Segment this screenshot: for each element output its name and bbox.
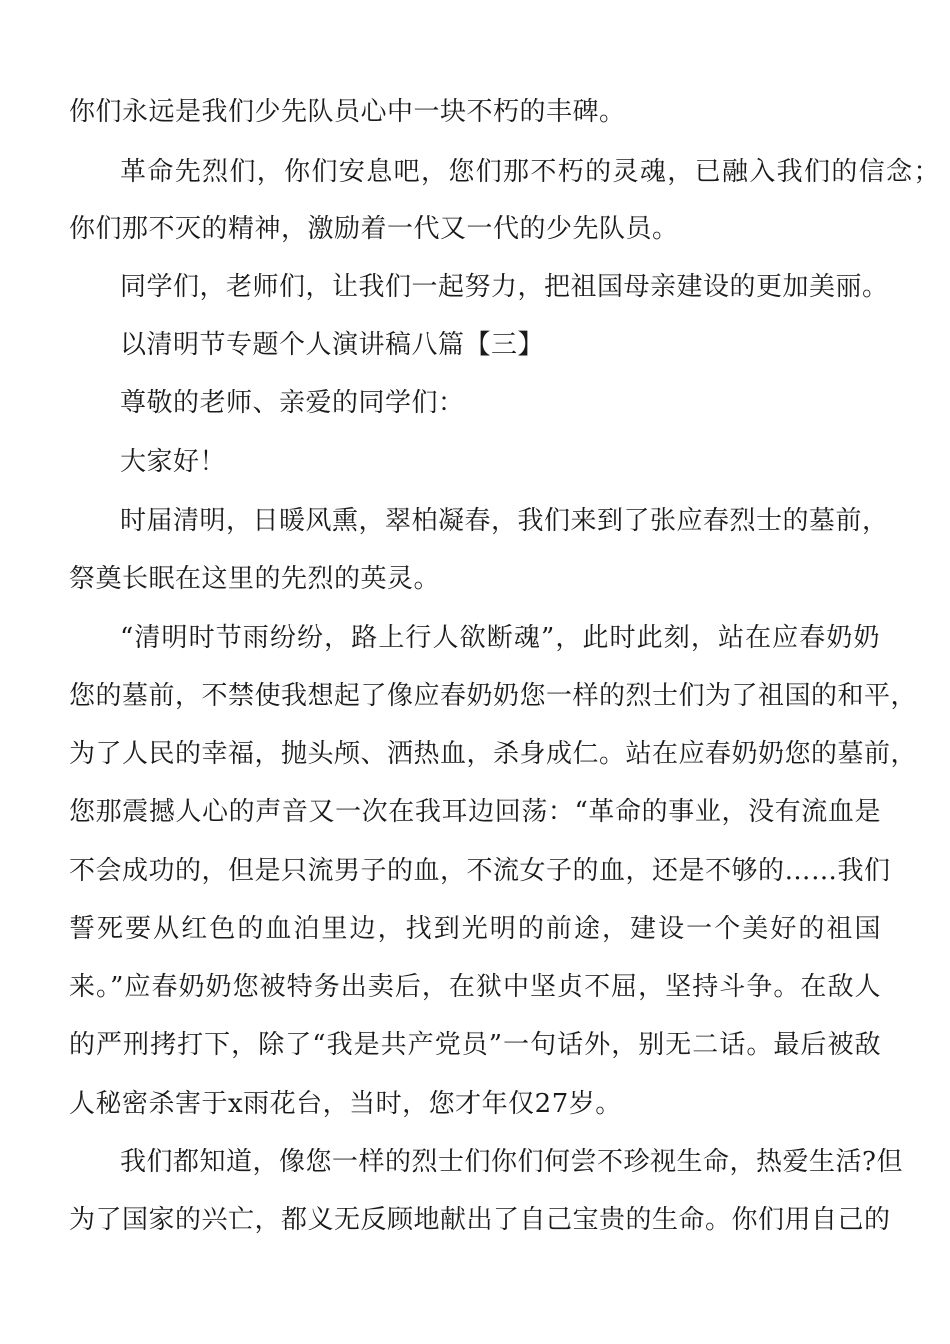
text-line: 祭奠长眠在这里的先烈的英灵。 bbox=[69, 564, 441, 594]
text-line: 的严刑拷打下，除了“我是共产党员”一句话外，别无二话。最后被敌 bbox=[69, 1030, 881, 1060]
text-line: “清明时节雨纷纷，路上行人欲断魂”，此时此刻，站在应春奶奶 bbox=[120, 623, 880, 653]
section-heading: 以清明节专题个人演讲稿八篇【三】 bbox=[120, 330, 545, 360]
text-line: 时届清明，日暖风熏，翠柏凝春，我们来到了张应春烈士的墓前， bbox=[120, 506, 889, 536]
text-line: 同学们，老师们，让我们一起努力，把祖国母亲建设的更加美丽。 bbox=[120, 272, 889, 302]
text-line: 革命先烈们，你们安息吧，您们那不朽的灵魂，已融入我们的信念； bbox=[120, 157, 940, 187]
text-line: 您那震撼人心的声音又一次在我耳边回荡：“革命的事业，没有流血是 bbox=[69, 797, 881, 827]
text-line: 我们都知道，像您一样的烈士们你们何尝不珍视生命，热爱生活?但 bbox=[120, 1147, 903, 1177]
text-line: 不会成功的，但是只流男子的血，不流女子的血，还是不够的……我们 bbox=[69, 856, 891, 886]
text-line: 你们那不灭的精神，激励着一代又一代的少先队员。 bbox=[69, 214, 679, 244]
greeting: 大家好！ bbox=[120, 447, 227, 477]
text-line: 为了国家的兴亡，都义无反顾地献出了自己宝贵的生命。你们用自己的 bbox=[69, 1205, 891, 1235]
text-line: 为了人民的幸福，抛头颅、洒热血，杀身成仁。站在应春奶奶您的墓前， bbox=[69, 739, 918, 769]
salutation: 尊敬的老师、亲爱的同学们： bbox=[120, 388, 465, 418]
text-line: 来。”应春奶奶您被特务出卖后，在狱中坚贞不屈，坚持斗争。在敌人 bbox=[69, 972, 881, 1002]
text-line: 您的墓前，不禁使我想起了像应春奶奶您一样的烈士们为了祖国的和平， bbox=[69, 681, 918, 711]
text-line: 人秘密杀害于x雨花台，当时，您才年仅27岁。 bbox=[69, 1089, 622, 1119]
text-line: 誓死要从红色的血泊里边，找到光明的前途，建设一个美好的祖国 bbox=[69, 914, 881, 944]
text-line: 你们永远是我们少先队员心中一块不朽的丰碑。 bbox=[69, 97, 626, 127]
